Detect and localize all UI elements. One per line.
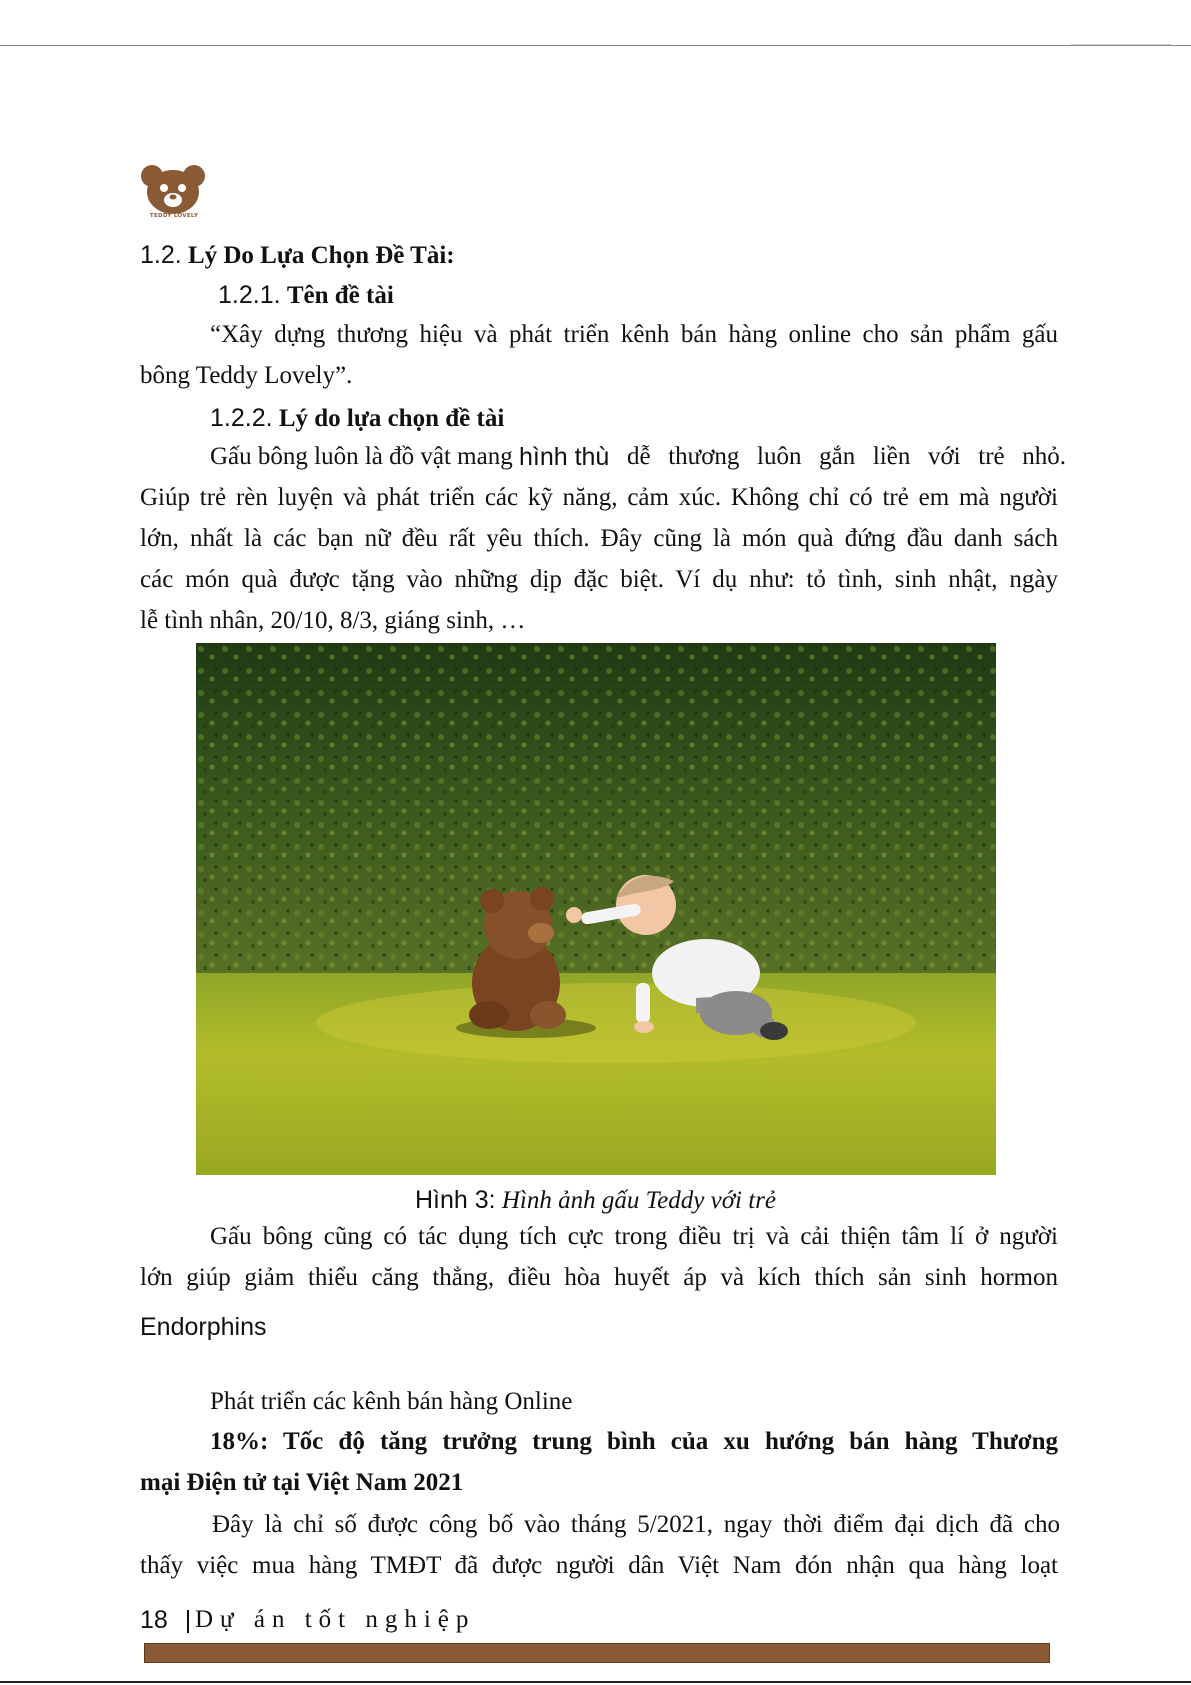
subsection-number-1: 1.2.1. bbox=[218, 281, 281, 309]
paragraph-line: lớn giúp giảm thiểu căng thẳng, điều hòa huyết áp và kích thích sản sinh hormon bbox=[140, 1264, 1058, 1291]
paragraph-line: Giúp trẻ rèn luyện và phát triển các kỹ năng, cảm xúc. Không chỉ có trẻ em mà người bbox=[140, 484, 1058, 511]
brand-logo-text: TEDDY LOVELY bbox=[149, 213, 199, 219]
paragraph-line bbox=[210, 442, 1066, 472]
paragraph-line: thấy việc mua hàng TMĐT đã được người dân Việt Nam đón nhận qua hàng loạt bbox=[140, 1552, 1058, 1579]
section-heading bbox=[140, 240, 455, 271]
bold-highlight-line: 18%: Tốc độ tăng trưởng trung bình của xu hướng bán hàng Thương bbox=[210, 1428, 1058, 1455]
subsection-title-1: Tên đề tài bbox=[286, 282, 394, 309]
paragraph-line: Gấu bông cũng có tác dụng tích cực trong điều trị và cải thiện tâm lí ở người bbox=[210, 1223, 1058, 1250]
figure-title: Hình ảnh gấu Teddy với trẻ bbox=[495, 1187, 777, 1214]
figure-caption bbox=[0, 1185, 1191, 1216]
paragraph-line: Đây là chỉ số được công bố vào tháng 5/2021, ngay thời điểm đại dịch đã cho bbox=[212, 1511, 1060, 1538]
paragraph-line: Endorphins bbox=[140, 1313, 267, 1341]
paragraph-line: các món quà được tặng vào những dịp đặc biệt. Ví dụ như: tỏ tình, sinh nhật, ngày bbox=[140, 566, 1058, 593]
header-rule bbox=[0, 45, 1191, 46]
paragraph-line: Phát triển các kênh bán hàng Online bbox=[210, 1388, 573, 1415]
subsection-number-2: 1.2.2. bbox=[210, 404, 273, 432]
text-segment-sans: hình thù bbox=[518, 443, 610, 471]
bottom-rule bbox=[0, 1681, 1191, 1683]
footer-bar bbox=[144, 1643, 1050, 1663]
text-segment: dễ thương luôn gắn liền với trẻ nhỏ. bbox=[609, 443, 1066, 470]
subsection-heading-2 bbox=[210, 403, 504, 434]
paragraph-line: “Xây dựng thương hiệu và phát triển kênh bán hàng online cho sản phẩm gấu bbox=[210, 321, 1058, 348]
teddy-bear-child-photo bbox=[196, 643, 996, 1175]
subsection-title-2: Lý do lựa chọn đề tài bbox=[278, 405, 505, 432]
section-title: Lý Do Lựa Chọn Đề Tài: bbox=[187, 242, 455, 269]
paragraph-line: lễ tình nhân, 20/10, 8/3, giáng sinh, … bbox=[140, 607, 526, 634]
footer-separator: | bbox=[184, 1606, 192, 1634]
footer-title: Dự án tốt nghiệp bbox=[195, 1606, 476, 1633]
section-number: 1.2. bbox=[140, 241, 182, 269]
figure-label: Hình 3: bbox=[414, 1186, 496, 1214]
page-number bbox=[140, 1605, 191, 1635]
paragraph-line: bông Teddy Lovely”. bbox=[140, 362, 353, 389]
page-number-value: 18 bbox=[140, 1606, 168, 1634]
bold-highlight-line: mại Điện tử tại Việt Nam 2021 bbox=[140, 1469, 464, 1496]
paragraph-line: lớn, nhất là các bạn nữ đều rất yêu thích. Đây cũng là món quà đứng đầu danh sách bbox=[140, 525, 1058, 552]
text-segment: Gấu bông luôn là đồ vật mang bbox=[210, 443, 519, 470]
subsection-heading-1 bbox=[218, 280, 394, 311]
teddy-bear-head-icon bbox=[138, 162, 208, 230]
header-rule-accent bbox=[1071, 44, 1171, 45]
